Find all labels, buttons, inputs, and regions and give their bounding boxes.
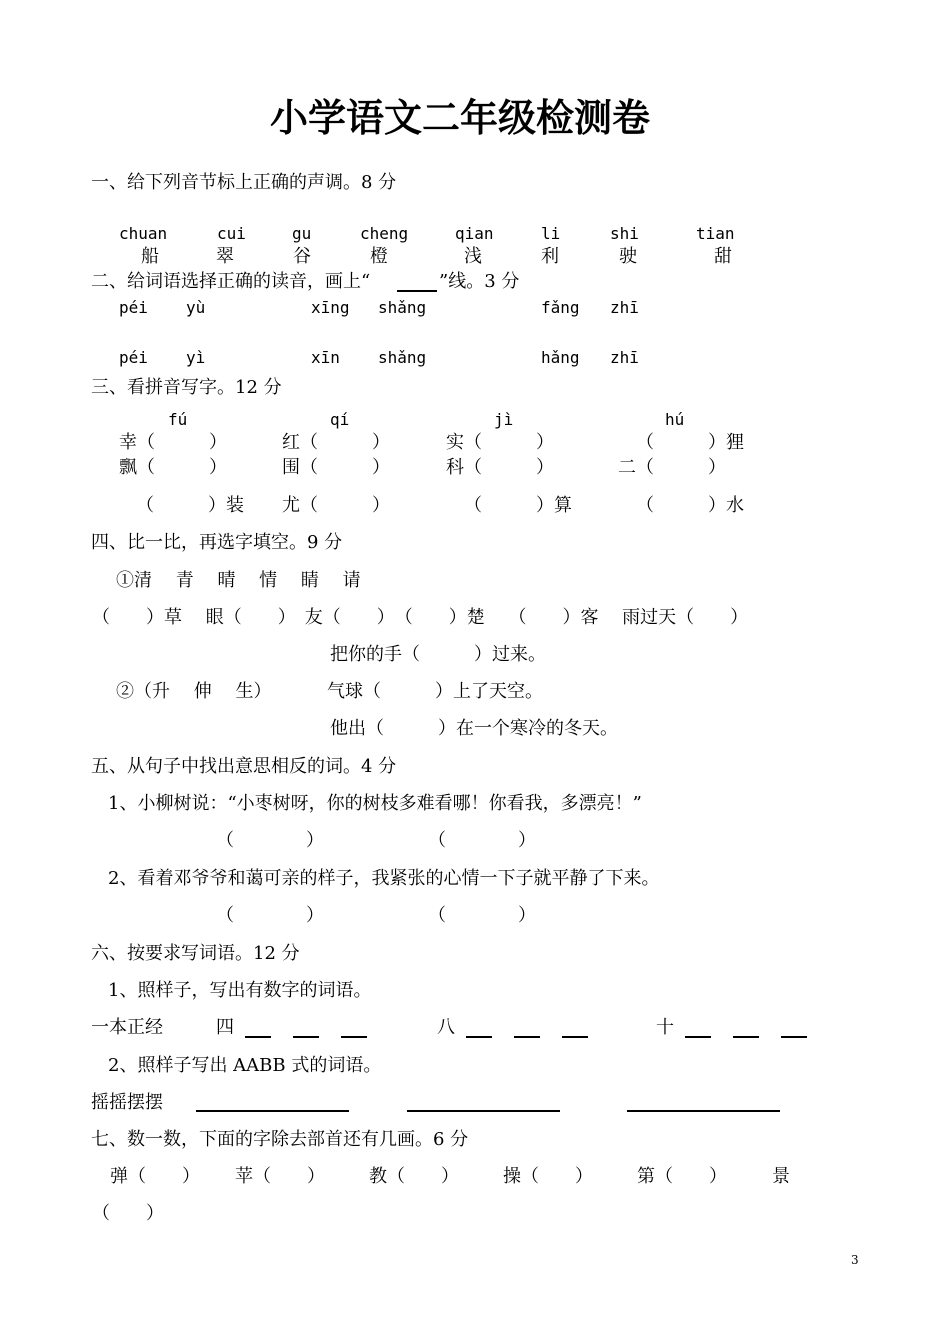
section-7-heading: 七、数一数，下面的字除去部首还有几画。6 分 xyxy=(91,1129,469,1150)
char-1: 船 xyxy=(141,246,159,267)
char-6: 利 xyxy=(541,246,559,267)
answer-blank: （ ） xyxy=(216,830,324,851)
write-line xyxy=(685,1036,711,1038)
pinyin-2: cui xyxy=(217,224,246,243)
pinyin-1: chuan xyxy=(119,224,168,243)
reading-option: xīn xyxy=(311,348,340,367)
reading-option: yì xyxy=(186,348,206,367)
section-2-heading-start: 二、给词语选择正确的读音，画上“ xyxy=(91,271,371,292)
write-blank: （ ）狸 xyxy=(636,432,744,453)
pinyin-5: qian xyxy=(455,224,494,243)
write-line xyxy=(341,1036,367,1038)
stroke-count-item: 第（ ） xyxy=(637,1166,727,1187)
write-blank: 尤（ ） xyxy=(282,495,390,516)
reading-option: zhī xyxy=(610,348,639,367)
char-group-1: ①清 青 晴 情 睛 请 xyxy=(116,570,361,591)
section-4-heading: 四、比一比，再选字填空。9 分 xyxy=(91,532,343,553)
pinyin-cue: fú xyxy=(168,410,188,429)
section-1-heading: 一、给下列音节标上正确的声调。8 分 xyxy=(91,172,397,193)
write-blank: 围（ ） xyxy=(282,457,390,478)
write-line xyxy=(245,1036,271,1038)
pinyin-4: cheng xyxy=(360,224,409,243)
char-7: 驶 xyxy=(619,246,637,267)
stroke-count-item: 景 xyxy=(772,1166,790,1187)
reading-option: péi xyxy=(119,298,148,317)
write-line xyxy=(562,1036,588,1038)
number-char: 十 xyxy=(656,1017,674,1038)
example-word-1: 一本正经 xyxy=(91,1017,163,1038)
underline-sample xyxy=(397,290,437,292)
char-8: 甜 xyxy=(714,246,732,267)
section-3-heading: 三、看拼音写字。12 分 xyxy=(91,377,282,398)
write-line xyxy=(781,1036,807,1038)
pinyin-8: tian xyxy=(696,224,735,243)
write-blank: （ ）装 xyxy=(136,495,244,516)
reading-option: shǎng xyxy=(378,298,427,317)
fill-line-3: 气球（ ）上了天空。 xyxy=(327,681,543,702)
sentence-1: 1、小柳树说：“小枣树呀，你的树枝多难看哪！你看我，多漂亮！” xyxy=(108,793,642,814)
reading-option: yù xyxy=(186,298,206,317)
fill-line-1: （ ）草 眼（ ） 友（ ） （ ）楚 （ ）客 雨过天（ ） xyxy=(92,607,749,628)
page-title: 小学语文二年级检测卷 xyxy=(270,95,651,140)
sentence-2: 2、看着邓爷爷和蔼可亲的样子，我紧张的心情一下子就平静了下来。 xyxy=(108,868,660,889)
write-blank: 幸（ ） xyxy=(119,432,227,453)
write-line xyxy=(627,1110,780,1112)
pinyin-7: shi xyxy=(610,224,639,243)
pinyin-cue: qí xyxy=(330,410,350,429)
write-blank: （ ）水 xyxy=(636,495,744,516)
fill-line-4: 他出（ ）在一个寒冷的冬天。 xyxy=(330,718,618,739)
section-6-heading: 六、按要求写词语。12 分 xyxy=(91,943,300,964)
example-word-2: 摇摇摆摆 xyxy=(91,1092,163,1113)
write-line xyxy=(196,1110,349,1112)
answer-blank: （ ） xyxy=(216,905,324,926)
reading-option: hǎng xyxy=(541,348,580,367)
reading-option: zhī xyxy=(610,298,639,317)
write-blank: 飘（ ） xyxy=(119,457,227,478)
pinyin-cue: hú xyxy=(665,410,685,429)
char-group-2: ②（升 伸 生） xyxy=(116,681,272,702)
number-char: 八 xyxy=(437,1017,455,1038)
question-6-1: 1、照样子，写出有数字的词语。 xyxy=(108,980,372,1001)
section-5-heading: 五、从句子中找出意思相反的词。4 分 xyxy=(91,756,397,777)
write-line xyxy=(466,1036,492,1038)
char-2: 翠 xyxy=(216,246,234,267)
reading-option: shǎng xyxy=(378,348,427,367)
write-line xyxy=(407,1110,560,1112)
char-4: 橙 xyxy=(370,246,388,267)
write-blank: （ ）算 xyxy=(464,495,572,516)
char-3: 谷 xyxy=(293,246,311,267)
number-char: 四 xyxy=(216,1017,234,1038)
reading-option: péi xyxy=(119,348,148,367)
write-blank: 科（ ） xyxy=(446,457,554,478)
stroke-count-item: 教（ ） xyxy=(369,1166,459,1187)
pinyin-cue: jì xyxy=(494,410,514,429)
write-line xyxy=(733,1036,759,1038)
section-2-heading-end: ”线。3 分 xyxy=(439,271,520,292)
reading-option: xīng xyxy=(311,298,350,317)
stroke-count-item: 操（ ） xyxy=(503,1166,593,1187)
stroke-count-wrap: （ ） xyxy=(92,1203,164,1224)
write-blank: 实（ ） xyxy=(446,432,554,453)
page-number: 3 xyxy=(851,1253,859,1267)
char-5: 浅 xyxy=(464,246,482,267)
write-line xyxy=(514,1036,540,1038)
stroke-count-item: 苹（ ） xyxy=(235,1166,325,1187)
fill-line-2: 把你的手（ ）过来。 xyxy=(330,644,546,665)
pinyin-3: gu xyxy=(292,224,312,243)
stroke-count-item: 弹（ ） xyxy=(110,1166,200,1187)
reading-option: fǎng xyxy=(541,298,580,317)
answer-blank: （ ） xyxy=(428,905,536,926)
write-line xyxy=(293,1036,319,1038)
write-blank: 二（ ） xyxy=(618,457,726,478)
pinyin-6: li xyxy=(541,224,561,243)
write-blank: 红（ ） xyxy=(282,432,390,453)
answer-blank: （ ） xyxy=(428,830,536,851)
question-6-2: 2、照样子写出 AABB 式的词语。 xyxy=(108,1055,382,1076)
